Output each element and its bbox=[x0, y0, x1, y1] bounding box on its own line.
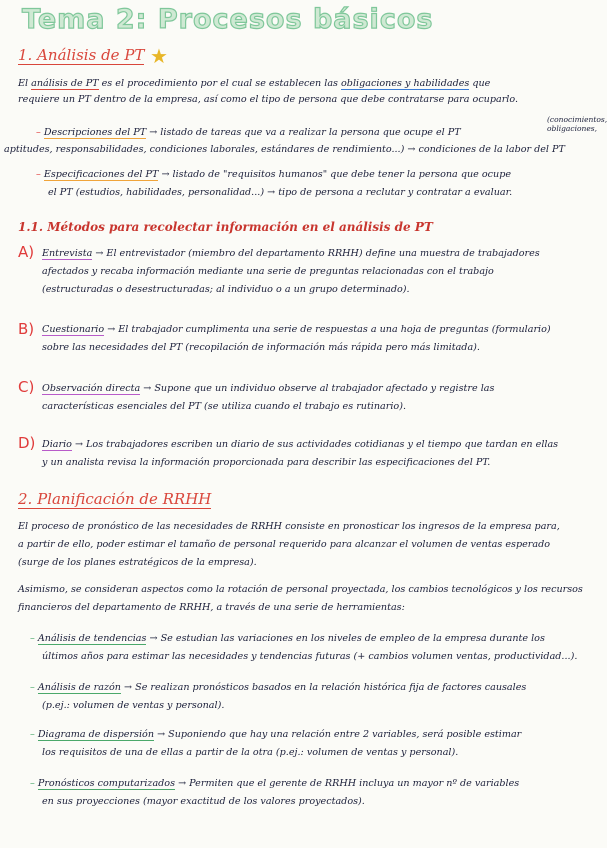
margin-note: (conocimientos, obligaciones, bbox=[547, 115, 607, 133]
item-b-line-2: sobre las necesidades del PT (recopilación de información más rápida pero más limitada). bbox=[42, 342, 480, 353]
tool-tendencias-line-2: últimos años para estimar las necesidades y tendencias futuras (+ cambios volumen ventas, productividad...). bbox=[42, 651, 578, 662]
tool-tendencias-line-1: – Análisis de tendencias → Se estudian las variaciones en los niveles de empleo de la empresa durante los bbox=[30, 633, 545, 644]
item-c-line-2: características esenciales del PT (se utiliza cuando el trabajo es rutinario). bbox=[42, 401, 407, 412]
section-1-1-heading: 1.1. Métodos para recolectar información en el análisis de PT bbox=[18, 220, 433, 234]
item-c-line-1: Observación directa → Supone que un individuo observe al trabajador afectado y registre las bbox=[42, 383, 495, 394]
section-2-p1-line-3: (surge de los planes estratégicos de la empresa). bbox=[18, 557, 257, 568]
section-1-heading: 1. Análisis de PT bbox=[18, 46, 145, 64]
item-a-letter: A) bbox=[18, 243, 35, 261]
tool-computarizados-line-1: – Pronósticos computarizados → Permiten que el gerente de RRHH incluya un mayor nº de variables bbox=[30, 778, 520, 789]
item-d-line-1: Diario → Los trabajadores escriben un diario de sus actividades cotidianas y el tiempo que tardan en ellas bbox=[42, 439, 559, 450]
page-title: Tema 2: Procesos básicos bbox=[22, 4, 434, 35]
section-2-p1-line-2: a partir de ello, poder estimar el tamaño de personal requerido para alcanzar el volumen de ventas esperado bbox=[18, 539, 551, 550]
bullet-descripciones-line-2: aptitudes, responsabilidades, condiciones laborales, estándares de rendimiento...) → condiciones de la labor del PT bbox=[4, 144, 565, 155]
section-2-heading: 2. Planificación de RRHH bbox=[18, 490, 212, 508]
section-1-intro-line-2: requiere un PT dentro de la empresa, así como el tipo de persona que debe contratarse para ocuparlo. bbox=[18, 94, 519, 105]
tool-razon-line-2: (p.ej.: volumen de ventas y personal). bbox=[42, 700, 225, 711]
bullet-descripciones-line-1: – Descripciones del PT → listado de tareas que va a realizar la persona que ocupe el PT bbox=[36, 127, 461, 138]
tool-dispersion-line-1: – Diagrama de dispersión → Suponiendo que hay una relación entre 2 variables, será posible estimar bbox=[30, 729, 522, 740]
item-a-line-2: afectados y recaba información mediante una serie de preguntas relacionadas con el trabajo bbox=[42, 266, 494, 277]
section-2-p2-line-1: Asimismo, se consideran aspectos como la rotación de personal proyectada, los cambios tecnológicos y los recursos bbox=[18, 584, 583, 595]
section-1-intro-line-1: El análisis de PT es el procedimiento por el cual se establecen las obligaciones y habilidades que bbox=[18, 78, 491, 89]
item-a-line-1: Entrevista → El entrevistador (miembro del departamento RRHH) define una muestra de trabajadores bbox=[42, 248, 540, 259]
tool-computarizados-line-2: en sus proyecciones (mayor exactitud de los valores proyectados). bbox=[42, 796, 365, 807]
item-c-letter: C) bbox=[18, 378, 35, 396]
section-2-p2-line-2: financieros del departamento de RRHH, a través de una serie de herramientas: bbox=[18, 602, 405, 613]
tool-razon-line-1: – Análisis de razón → Se realizan pronósticos basados en la relación histórica fija de factores causales bbox=[30, 682, 527, 693]
bullet-especificaciones-line-1: – Especificaciones del PT → listado de "requisitos humanos" que debe tener la persona que ocupe bbox=[36, 169, 512, 180]
item-b-line-1: Cuestionario → El trabajador cumplimenta una serie de respuestas a una hoja de preguntas (formulario) bbox=[42, 324, 551, 335]
item-d-letter: D) bbox=[18, 434, 36, 452]
section-2-p1-line-1: El proceso de pronóstico de las necesidades de RRHH consiste en pronosticar los ingresos de la empresa para, bbox=[18, 521, 560, 532]
bullet-especificaciones-line-2: el PT (estudios, habilidades, personalidad...) → tipo de persona a reclutar y contratar a evaluar. bbox=[48, 187, 513, 198]
item-d-line-2: y un analista revisa la información proporcionada para describir las especificaciones del PT. bbox=[42, 457, 491, 468]
tool-dispersion-line-2: los requisitos de una de ellas a partir de la otra (p.ej.: volumen de ventas y personal). bbox=[42, 747, 459, 758]
star-icon: ★ bbox=[150, 44, 168, 68]
item-b-letter: B) bbox=[18, 320, 35, 338]
item-a-line-3: (estructuradas o desestructuradas; al individuo o a un grupo determinado). bbox=[42, 284, 410, 295]
